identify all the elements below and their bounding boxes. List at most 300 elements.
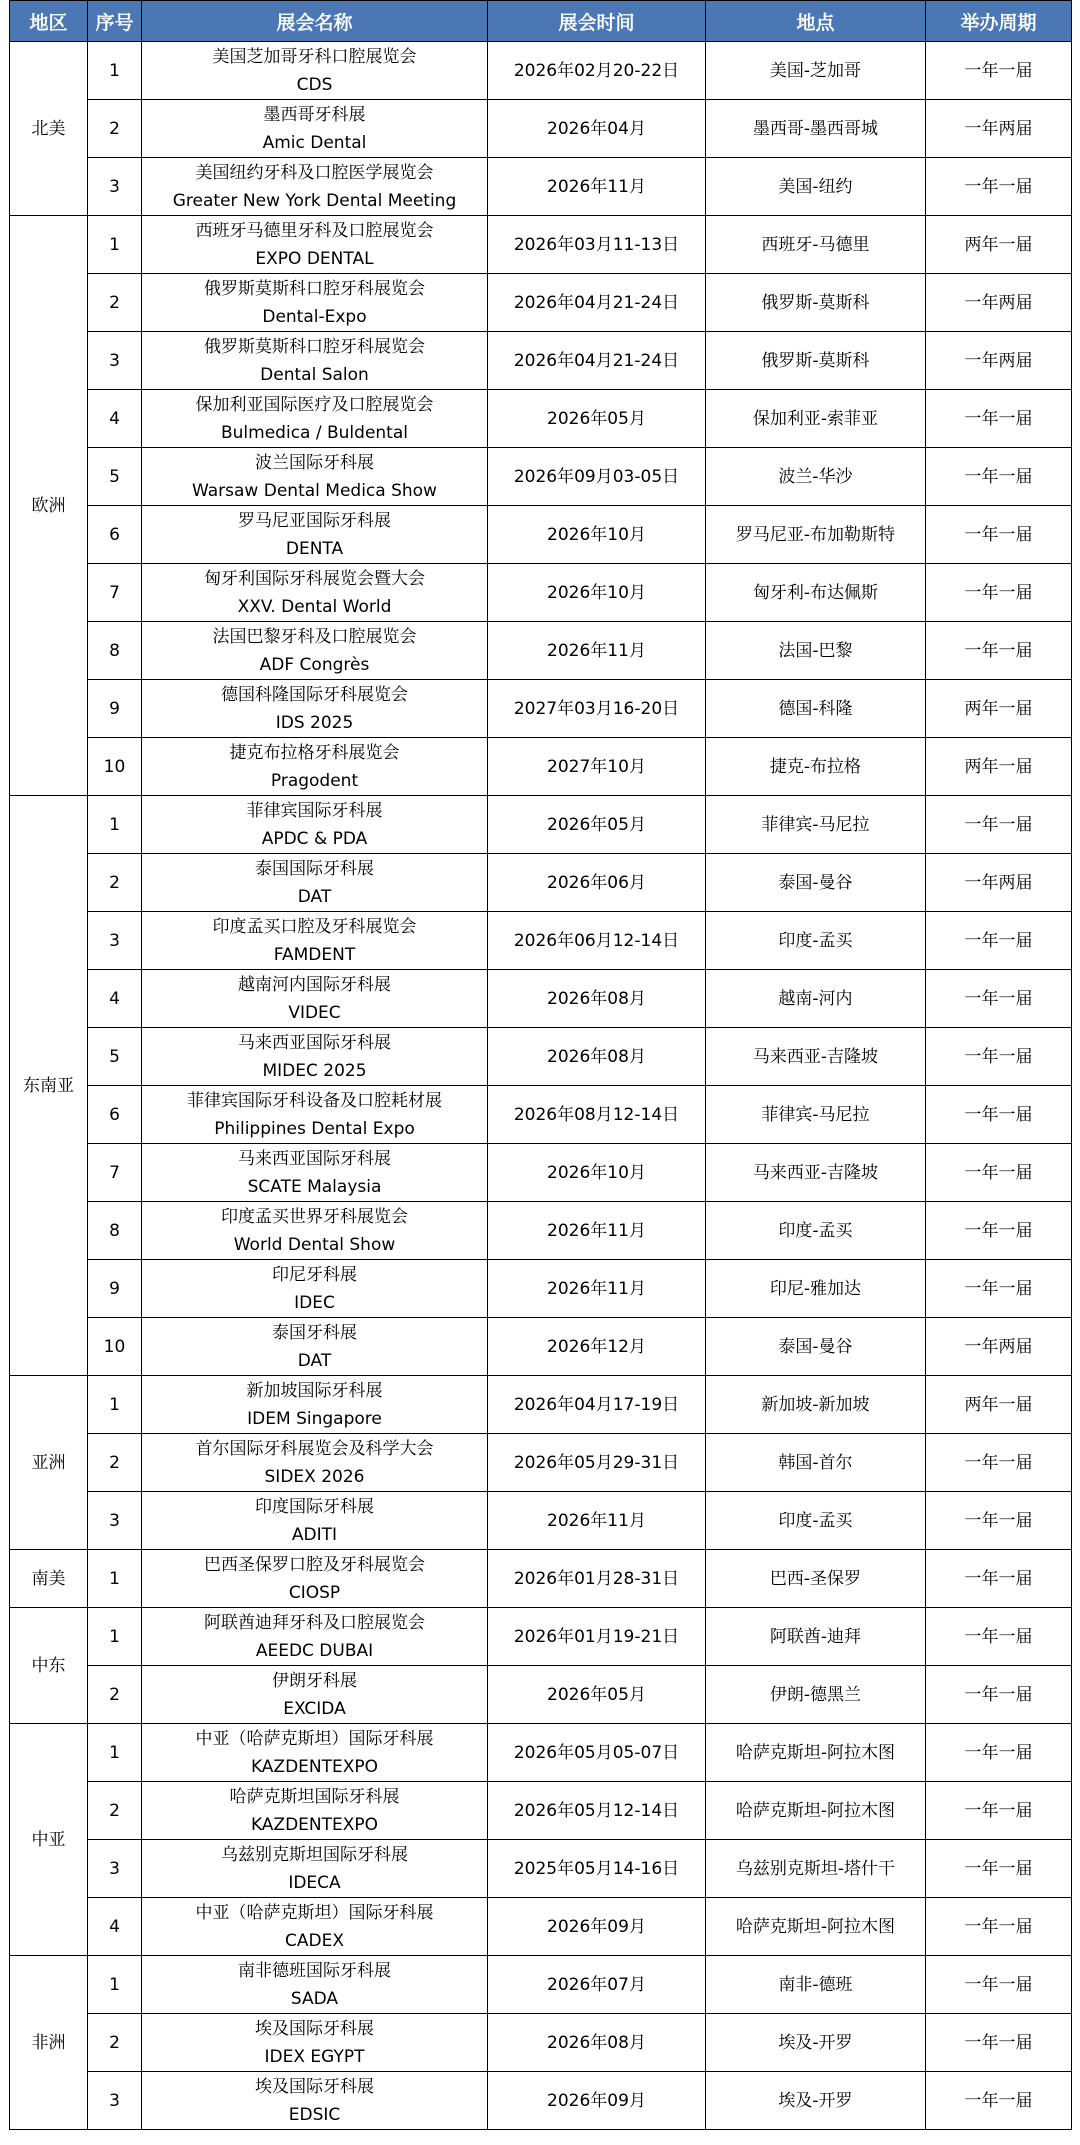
expo-name-cn: 波兰国际牙科展 xyxy=(255,452,374,473)
seq-cell: 6 xyxy=(88,506,142,564)
expo-name-en: IDEM Singapore xyxy=(247,1408,382,1429)
seq-cell: 1 xyxy=(88,1724,142,1782)
expo-name-cn: 俄罗斯莫斯科口腔牙科展览会 xyxy=(204,336,425,357)
expo-name-cn: 马来西亚国际牙科展 xyxy=(238,1032,391,1053)
expo-name-en: MIDEC 2025 xyxy=(262,1060,367,1081)
cycle-cell: 一年两届 xyxy=(926,1318,1072,1376)
region-cell: 南美 xyxy=(10,1550,88,1608)
seq-cell: 2 xyxy=(88,854,142,912)
expo-name-cell xyxy=(142,332,488,390)
table-row xyxy=(10,1898,1072,1956)
table-row xyxy=(10,1028,1072,1086)
cycle-cell: 两年一届 xyxy=(926,680,1072,738)
time-cell: 2026年12月 xyxy=(488,1318,706,1376)
cycle-cell: 一年两届 xyxy=(926,274,1072,332)
expo-name-cn: 南非德班国际牙科展 xyxy=(238,1960,391,1981)
expo-name-cell xyxy=(142,1318,488,1376)
place-cell: 俄罗斯-莫斯科 xyxy=(706,274,926,332)
cycle-cell: 一年一届 xyxy=(926,1028,1072,1086)
expo-name-cell xyxy=(142,564,488,622)
table-row xyxy=(10,274,1072,332)
expo-name-cn: 乌兹别克斯坦国际牙科展 xyxy=(221,1844,408,1865)
expo-name-cell xyxy=(142,1782,488,1840)
dental-expo-table xyxy=(9,0,1072,2130)
table-row xyxy=(10,2014,1072,2072)
expo-name-cn: 中亚（哈萨克斯坦）国际牙科展 xyxy=(195,1728,434,1749)
time-cell: 2026年06月12-14日 xyxy=(488,912,706,970)
seq-cell: 3 xyxy=(88,1492,142,1550)
expo-name-cn: 哈萨克斯坦国际牙科展 xyxy=(229,1786,400,1807)
expo-name-cell xyxy=(142,1202,488,1260)
expo-name-cn: 伊朗牙科展 xyxy=(272,1670,357,1691)
time-cell: 2026年11月 xyxy=(488,1492,706,1550)
expo-name-cn: 墨西哥牙科展 xyxy=(263,104,366,125)
cycle-cell: 一年一届 xyxy=(926,1840,1072,1898)
table-row xyxy=(10,1840,1072,1898)
table-row xyxy=(10,564,1072,622)
place-cell: 菲律宾-马尼拉 xyxy=(706,796,926,854)
expo-name-cell xyxy=(142,796,488,854)
time-cell: 2026年05月 xyxy=(488,796,706,854)
cycle-cell: 一年一届 xyxy=(926,506,1072,564)
time-cell: 2026年05月 xyxy=(488,390,706,448)
expo-name-cell xyxy=(142,1608,488,1666)
time-cell: 2027年03月16-20日 xyxy=(488,680,706,738)
cycle-cell: 一年一届 xyxy=(926,564,1072,622)
time-cell: 2026年11月 xyxy=(488,1260,706,1318)
time-cell: 2026年09月03-05日 xyxy=(488,448,706,506)
expo-name-cn: 美国纽约牙科及口腔医学展览会 xyxy=(195,162,434,183)
seq-cell: 8 xyxy=(88,1202,142,1260)
expo-name-cell xyxy=(142,1840,488,1898)
seq-cell: 3 xyxy=(88,332,142,390)
seq-cell: 9 xyxy=(88,1260,142,1318)
header-cycle: 举办周期 xyxy=(926,1,1072,42)
cycle-cell: 一年一届 xyxy=(926,912,1072,970)
cycle-cell: 一年一届 xyxy=(926,1260,1072,1318)
cycle-cell: 一年一届 xyxy=(926,1608,1072,1666)
seq-cell: 10 xyxy=(88,738,142,796)
seq-cell: 7 xyxy=(88,564,142,622)
place-cell: 马来西亚-吉隆坡 xyxy=(706,1028,926,1086)
table-row xyxy=(10,1492,1072,1550)
cycle-cell: 一年一届 xyxy=(926,1202,1072,1260)
expo-name-en: Warsaw Dental Medica Show xyxy=(192,480,437,501)
table-row xyxy=(10,390,1072,448)
expo-name-cell xyxy=(142,2014,488,2072)
header-name: 展会名称 xyxy=(142,1,488,42)
table-row xyxy=(10,448,1072,506)
cycle-cell: 一年一届 xyxy=(926,1492,1072,1550)
expo-name-en: EXPO DENTAL xyxy=(255,248,374,269)
time-cell: 2026年05月29-31日 xyxy=(488,1434,706,1492)
time-cell: 2026年10月 xyxy=(488,506,706,564)
region-cell: 中东 xyxy=(10,1608,88,1724)
expo-name-en: CIOSP xyxy=(288,1582,341,1603)
cycle-cell: 一年两届 xyxy=(926,332,1072,390)
table-row xyxy=(10,1376,1072,1434)
time-cell: 2027年10月 xyxy=(488,738,706,796)
expo-name-cn: 捷克布拉格牙科展览会 xyxy=(229,742,400,763)
expo-name-en: SCATE Malaysia xyxy=(247,1176,382,1197)
time-cell: 2026年08月12-14日 xyxy=(488,1086,706,1144)
region-cell: 北美 xyxy=(10,42,88,216)
expo-name-cn: 罗马尼亚国际牙科展 xyxy=(238,510,391,531)
expo-name-cell xyxy=(142,100,488,158)
place-cell: 阿联酋-迪拜 xyxy=(706,1608,926,1666)
expo-name-cell xyxy=(142,216,488,274)
cycle-cell: 一年两届 xyxy=(926,854,1072,912)
expo-name-cell xyxy=(142,1144,488,1202)
expo-name-cn: 越南河内国际牙科展 xyxy=(238,974,391,995)
table-row xyxy=(10,1086,1072,1144)
table-row xyxy=(10,100,1072,158)
header-place: 地点 xyxy=(706,1,926,42)
table-row xyxy=(10,854,1072,912)
seq-cell: 2 xyxy=(88,1434,142,1492)
expo-name-en: IDECA xyxy=(288,1872,341,1893)
table-row xyxy=(10,2072,1072,2130)
seq-cell: 1 xyxy=(88,1550,142,1608)
cycle-cell: 一年一届 xyxy=(926,2072,1072,2130)
cycle-cell: 一年一届 xyxy=(926,796,1072,854)
seq-cell: 2 xyxy=(88,274,142,332)
expo-name-en: EDSIC xyxy=(288,2104,341,2125)
expo-name-cn: 德国科隆国际牙科展览会 xyxy=(221,684,408,705)
cycle-cell: 一年一届 xyxy=(926,448,1072,506)
expo-name-en: APDC & PDA xyxy=(261,828,368,849)
expo-name-cell xyxy=(142,1376,488,1434)
region-cell: 中亚 xyxy=(10,1724,88,1956)
expo-name-cn: 印度国际牙科展 xyxy=(255,1496,374,1517)
seq-cell: 3 xyxy=(88,2072,142,2130)
place-cell: 印度-孟买 xyxy=(706,1202,926,1260)
seq-cell: 6 xyxy=(88,1086,142,1144)
expo-name-en: World Dental Show xyxy=(233,1234,396,1255)
table-row xyxy=(10,680,1072,738)
seq-cell: 3 xyxy=(88,158,142,216)
time-cell: 2026年11月 xyxy=(488,158,706,216)
expo-name-cell xyxy=(142,970,488,1028)
place-cell: 埃及-开罗 xyxy=(706,2072,926,2130)
place-cell: 印尼-雅加达 xyxy=(706,1260,926,1318)
seq-cell: 1 xyxy=(88,1956,142,2014)
seq-cell: 10 xyxy=(88,1318,142,1376)
expo-name-cell xyxy=(142,1028,488,1086)
seq-cell: 4 xyxy=(88,970,142,1028)
expo-name-cn: 法国巴黎牙科及口腔展览会 xyxy=(212,626,417,647)
place-cell: 越南-河内 xyxy=(706,970,926,1028)
expo-name-cell xyxy=(142,1434,488,1492)
time-cell: 2026年08月 xyxy=(488,1028,706,1086)
cycle-cell: 一年一届 xyxy=(926,970,1072,1028)
time-cell: 2026年09月 xyxy=(488,2072,706,2130)
cycle-cell: 一年一届 xyxy=(926,1086,1072,1144)
place-cell: 保加利亚-索菲亚 xyxy=(706,390,926,448)
expo-name-cn: 埃及国际牙科展 xyxy=(255,2018,374,2039)
expo-name-cn: 巴西圣保罗口腔及牙科展览会 xyxy=(204,1554,425,1575)
time-cell: 2026年05月 xyxy=(488,1666,706,1724)
time-cell: 2026年04月17-19日 xyxy=(488,1376,706,1434)
table-row xyxy=(10,1202,1072,1260)
expo-name-cn: 美国芝加哥牙科口腔展览会 xyxy=(212,46,417,67)
place-cell: 泰国-曼谷 xyxy=(706,1318,926,1376)
place-cell: 墨西哥-墨西哥城 xyxy=(706,100,926,158)
seq-cell: 2 xyxy=(88,100,142,158)
place-cell: 哈萨克斯坦-阿拉木图 xyxy=(706,1782,926,1840)
seq-cell: 3 xyxy=(88,1840,142,1898)
cycle-cell: 一年一届 xyxy=(926,1898,1072,1956)
place-cell: 匈牙利-布达佩斯 xyxy=(706,564,926,622)
table-row xyxy=(10,216,1072,274)
place-cell: 西班牙-马德里 xyxy=(706,216,926,274)
table-header-row xyxy=(10,1,1072,42)
expo-name-en: SADA xyxy=(290,1988,339,2009)
seq-cell: 2 xyxy=(88,1666,142,1724)
cycle-cell: 一年一届 xyxy=(926,1434,1072,1492)
table-row xyxy=(10,42,1072,100)
expo-name-en: AEEDC DUBAI xyxy=(255,1640,374,1661)
expo-name-cn: 泰国牙科展 xyxy=(272,1322,357,1343)
expo-name-cn: 匈牙利国际牙科展览会暨大会 xyxy=(204,568,425,589)
seq-cell: 1 xyxy=(88,216,142,274)
seq-cell: 2 xyxy=(88,1782,142,1840)
seq-cell: 1 xyxy=(88,42,142,100)
expo-name-en: Philippines Dental Expo xyxy=(214,1118,415,1139)
time-cell: 2026年04月21-24日 xyxy=(488,332,706,390)
place-cell: 印度-孟买 xyxy=(706,912,926,970)
expo-name-cell xyxy=(142,912,488,970)
place-cell: 伊朗-德黑兰 xyxy=(706,1666,926,1724)
place-cell: 印度-孟买 xyxy=(706,1492,926,1550)
time-cell: 2026年08月 xyxy=(488,2014,706,2072)
expo-name-cell xyxy=(142,1260,488,1318)
seq-cell: 9 xyxy=(88,680,142,738)
expo-name-cell xyxy=(142,680,488,738)
expo-name-cn: 泰国国际牙科展 xyxy=(255,858,374,879)
region-cell: 非洲 xyxy=(10,1956,88,2130)
expo-name-cell xyxy=(142,158,488,216)
table-body xyxy=(10,42,1072,2130)
header-region: 地区 xyxy=(10,1,88,42)
expo-name-cn: 俄罗斯莫斯科口腔牙科展览会 xyxy=(204,278,425,299)
expo-name-en: CADEX xyxy=(285,1930,344,1951)
cycle-cell: 一年一届 xyxy=(926,1724,1072,1782)
expo-name-en: Greater New York Dental Meeting xyxy=(172,190,457,211)
table-row xyxy=(10,1666,1072,1724)
table-row xyxy=(10,1724,1072,1782)
cycle-cell: 一年一届 xyxy=(926,2014,1072,2072)
expo-name-cell xyxy=(142,1666,488,1724)
cycle-cell: 一年一届 xyxy=(926,1782,1072,1840)
seq-cell: 1 xyxy=(88,1608,142,1666)
table-row xyxy=(10,1550,1072,1608)
expo-name-cn: 西班牙马德里牙科及口腔展览会 xyxy=(195,220,434,241)
expo-name-cell xyxy=(142,274,488,332)
table-row xyxy=(10,158,1072,216)
expo-name-en: KAZDENTEXPO xyxy=(250,1814,379,1835)
seq-cell: 4 xyxy=(88,390,142,448)
expo-name-cell xyxy=(142,42,488,100)
time-cell: 2026年04月 xyxy=(488,100,706,158)
cycle-cell: 一年一届 xyxy=(926,1956,1072,2014)
expo-name-cell xyxy=(142,1898,488,1956)
expo-name-cn: 菲律宾国际牙科设备及口腔耗材展 xyxy=(187,1090,442,1111)
cycle-cell: 一年一届 xyxy=(926,622,1072,680)
place-cell: 捷克-布拉格 xyxy=(706,738,926,796)
time-cell: 2026年07月 xyxy=(488,1956,706,2014)
place-cell: 菲律宾-马尼拉 xyxy=(706,1086,926,1144)
expo-name-en: IDS 2025 xyxy=(275,712,354,733)
time-cell: 2026年05月12-14日 xyxy=(488,1782,706,1840)
expo-name-cn: 印度孟买口腔及牙科展览会 xyxy=(212,916,417,937)
time-cell: 2026年01月19-21日 xyxy=(488,1608,706,1666)
expo-name-cn: 新加坡国际牙科展 xyxy=(246,1380,383,1401)
expo-name-cn: 埃及国际牙科展 xyxy=(255,2076,374,2097)
expo-name-en: ADF Congrès xyxy=(259,654,370,675)
expo-name-cn: 阿联酋迪拜牙科及口腔展览会 xyxy=(204,1612,425,1633)
seq-cell: 4 xyxy=(88,1898,142,1956)
time-cell: 2026年02月20-22日 xyxy=(488,42,706,100)
time-cell: 2026年09月 xyxy=(488,1898,706,1956)
cycle-cell: 两年一届 xyxy=(926,216,1072,274)
table-row xyxy=(10,1434,1072,1492)
time-cell: 2026年06月 xyxy=(488,854,706,912)
place-cell: 埃及-开罗 xyxy=(706,2014,926,2072)
expo-name-en: IDEX EGYPT xyxy=(264,2046,365,2067)
place-cell: 波兰-华沙 xyxy=(706,448,926,506)
table-row xyxy=(10,1782,1072,1840)
expo-name-cell xyxy=(142,506,488,564)
expo-name-cn: 菲律宾国际牙科展 xyxy=(246,800,383,821)
seq-cell: 5 xyxy=(88,1028,142,1086)
expo-name-cell xyxy=(142,1086,488,1144)
time-cell: 2026年10月 xyxy=(488,1144,706,1202)
expo-name-en: DAT xyxy=(297,886,332,907)
expo-name-en: IDEC xyxy=(294,1292,335,1313)
expo-name-cell xyxy=(142,448,488,506)
expo-name-en: XXV. Dental World xyxy=(237,596,392,617)
expo-name-en: DENTA xyxy=(285,538,344,559)
time-cell: 2025年05月14-16日 xyxy=(488,1840,706,1898)
time-cell: 2026年03月11-13日 xyxy=(488,216,706,274)
cycle-cell: 一年一届 xyxy=(926,42,1072,100)
seq-cell: 7 xyxy=(88,1144,142,1202)
place-cell: 美国-纽约 xyxy=(706,158,926,216)
table-row xyxy=(10,1260,1072,1318)
table-row xyxy=(10,506,1072,564)
table-row xyxy=(10,332,1072,390)
expo-name-cell xyxy=(142,1550,488,1608)
table-row xyxy=(10,1608,1072,1666)
expo-name-en: KAZDENTEXPO xyxy=(250,1756,379,1777)
expo-name-en: FAMDENT xyxy=(273,944,356,965)
table-row xyxy=(10,796,1072,854)
time-cell: 2026年04月21-24日 xyxy=(488,274,706,332)
region-cell: 欧洲 xyxy=(10,216,88,796)
table-row xyxy=(10,970,1072,1028)
expo-name-cn: 中亚（哈萨克斯坦）国际牙科展 xyxy=(195,1902,434,1923)
place-cell: 美国-芝加哥 xyxy=(706,42,926,100)
seq-cell: 5 xyxy=(88,448,142,506)
place-cell: 哈萨克斯坦-阿拉木图 xyxy=(706,1724,926,1782)
place-cell: 南非-德班 xyxy=(706,1956,926,2014)
time-cell: 2026年08月 xyxy=(488,970,706,1028)
expo-name-cell xyxy=(142,390,488,448)
table-row xyxy=(10,1318,1072,1376)
place-cell: 韩国-首尔 xyxy=(706,1434,926,1492)
region-cell: 东南亚 xyxy=(10,796,88,1376)
expo-name-cn: 马来西亚国际牙科展 xyxy=(238,1148,391,1169)
expo-name-cn: 首尔国际牙科展览会及科学大会 xyxy=(195,1438,434,1459)
place-cell: 乌兹别克斯坦-塔什干 xyxy=(706,1840,926,1898)
region-cell: 亚洲 xyxy=(10,1376,88,1550)
cycle-cell: 一年一届 xyxy=(926,1666,1072,1724)
expo-name-en: Dental Salon xyxy=(260,364,369,385)
seq-cell: 1 xyxy=(88,796,142,854)
expo-name-cell xyxy=(142,738,488,796)
place-cell: 巴西-圣保罗 xyxy=(706,1550,926,1608)
place-cell: 泰国-曼谷 xyxy=(706,854,926,912)
place-cell: 罗马尼亚-布加勒斯特 xyxy=(706,506,926,564)
table-row xyxy=(10,1144,1072,1202)
expo-name-cn: 印度孟买世界牙科展览会 xyxy=(221,1206,408,1227)
seq-cell: 1 xyxy=(88,1376,142,1434)
expo-name-cn: 保加利亚国际医疗及口腔展览会 xyxy=(195,394,434,415)
table-row xyxy=(10,912,1072,970)
place-cell: 马来西亚-吉隆坡 xyxy=(706,1144,926,1202)
place-cell: 德国-科隆 xyxy=(706,680,926,738)
expo-name-en: Dental-Expo xyxy=(262,306,367,327)
cycle-cell: 一年一届 xyxy=(926,390,1072,448)
cycle-cell: 两年一届 xyxy=(926,738,1072,796)
expo-name-en: SIDEX 2026 xyxy=(264,1466,365,1487)
time-cell: 2026年10月 xyxy=(488,564,706,622)
expo-name-en: Bulmedica / Buldental xyxy=(221,422,408,443)
time-cell: 2026年11月 xyxy=(488,622,706,680)
cycle-cell: 两年一届 xyxy=(926,1376,1072,1434)
seq-cell: 8 xyxy=(88,622,142,680)
expo-name-cell xyxy=(142,1956,488,2014)
expo-name-en: DAT xyxy=(297,1350,332,1371)
cycle-cell: 一年一届 xyxy=(926,1144,1072,1202)
table-row xyxy=(10,622,1072,680)
cycle-cell: 一年一届 xyxy=(926,158,1072,216)
expo-name-en: VIDEC xyxy=(288,1002,341,1023)
header-seq: 序号 xyxy=(88,1,142,42)
expo-name-en: CDS xyxy=(296,74,333,95)
expo-name-cell xyxy=(142,1724,488,1782)
place-cell: 新加坡-新加坡 xyxy=(706,1376,926,1434)
time-cell: 2026年05月05-07日 xyxy=(488,1724,706,1782)
expo-name-en: Amic Dental xyxy=(262,132,367,153)
expo-name-cn: 印尼牙科展 xyxy=(272,1264,357,1285)
table-row xyxy=(10,738,1072,796)
cycle-cell: 一年两届 xyxy=(926,100,1072,158)
expo-name-en: EXCIDA xyxy=(283,1698,346,1719)
expo-name-cell xyxy=(142,854,488,912)
place-cell: 俄罗斯-莫斯科 xyxy=(706,332,926,390)
cycle-cell: 一年一届 xyxy=(926,1550,1072,1608)
place-cell: 哈萨克斯坦-阿拉木图 xyxy=(706,1898,926,1956)
expo-name-en: Pragodent xyxy=(270,770,359,791)
expo-name-cell xyxy=(142,622,488,680)
time-cell: 2026年11月 xyxy=(488,1202,706,1260)
time-cell: 2026年01月28-31日 xyxy=(488,1550,706,1608)
seq-cell: 3 xyxy=(88,912,142,970)
expo-name-cell xyxy=(142,2072,488,2130)
table-row xyxy=(10,1956,1072,2014)
